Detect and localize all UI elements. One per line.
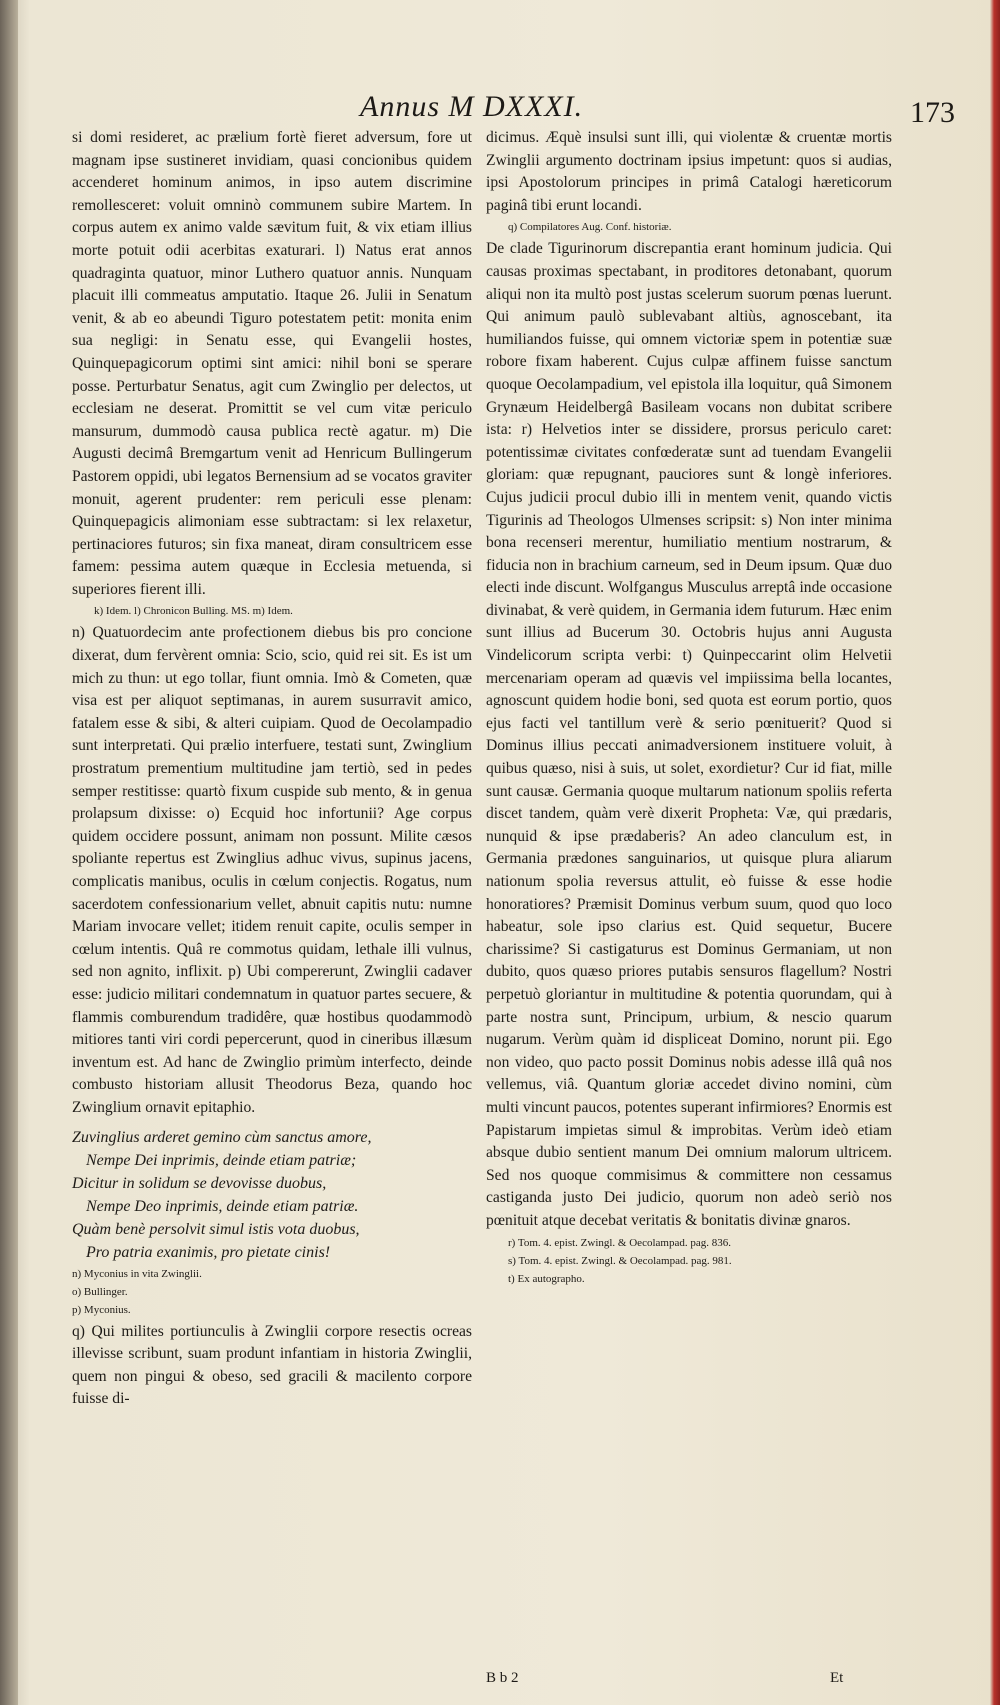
poem-line-4: Nempe Deo inprimis, deinde etiam patriæ. xyxy=(86,1197,359,1215)
left-footnote-p: p) Myconius. xyxy=(72,1303,131,1316)
signature-mark: B b 2 xyxy=(486,1670,519,1686)
left-footnote-o: o) Bullinger. xyxy=(72,1285,128,1298)
right-paragraph-2: De clade Tigurinorum discrepantia erant hominum judicia. Qui causas proximas spectabant, in proditores detonabant, quorum aliqui non ita multò post justas scelerum suorum pœnas luerunt. Qui animum paulò sublevabant altiùs, agnoscebant, ita humiliandos fuisse, qui omnem victoriæ spem in potentiæ suæ robore fixam haberent. Cujus culpæ affinem fuisse sanctum quoque Oecolampadium, vel epistola illa loquitur, quâ Simonem Grynæum Heidelbergâ Basileam vocans non dubitat scribere ista: r) Helvetios inter se dissidere, prorsus periculo caret: potentissimæ civitates confœderatæ sunt ad tuendam Evangelii gloriam: quæ repugnant, pauciores sunt & longè inferiores. Cujus judicii procul dubio illi in mentem venit, quando victis Tigurinis ad Theologos Ulmenses scripsit: s) Non inter minima bona recenseri merentur, humiliatio mentium nostrarum, & fiducia non in brachium carneum, sed in Deum ipsum. Quæ duo electi inde discunt. Wolfgangus Musculus arreptâ inde occasione divinabat, & verè quidem, in Germania idem futurum. Hæc enim sunt illius ad Bucerum 30. Octobris hujus anni Augusta Vindelicorum scripta verbi: t) Quinpeccarint olim Helvetii mercenariam operam ad quævis vel impiissima bella locantes, agnoscunt quidem hodie boni, sed quota est eorum portio, quos ejus facti vel tantillum verè & serio pœnituerit? Quod si Dominus illius peccati animadversionem instituere voluit, à quibus quæso, nisi à suis, ut solet, exordietur? Cur id fiat, mille sunt causæ. Germania quoque multarum nationum spoliis referta discet tandem, quàm verè dixerit Propheta: Væ, qui prædaris, nunquid & ipse prædaberis? An adeo clanculum est, in Germania prædones sanguinarios, ut quisque plura aliarum nationum spolia reversus attulit, eò fuisse & esse hodie honoratiores? Præmisit Dominus verbum suum, quod quo loco habeatur, sole ipso clarius est. Quid sequetur, Bucere charissime? Si castigaturus est Dominus Germaniam, ut non dubito, quos quæso priores putabis sensuros flagellum? Nostri perpetuò gloriantur in multitudine & potentia quorundam, qui à parte nostra sunt, Principum, urbium, & nescio quarum nugarum. Verùm quàm id displiceat Domino, norunt pii. Ego non video, quo pacto possit Dominus nobis adesse illâ quâ nos vellemus, viâ. Quantum gloriæ accedet divino nomini, cùm multi vincunt paucos, potentes superant infirmiores? Enormis est Papistarum impietas simul & improbitas. Verùm ideò etiam absque dubio sentient manum Dei omnium malorum ultricem. Sed nos quoque commisimus & committere non cessamus castiganda justo Dei judicio, quorum non adeò seriò nos pœnituit atque decebat veritatis & bonitatis divinæ gnaros. xyxy=(486,240,892,1229)
left-footnotes-1: k) Idem. l) Chronicon Bulling. MS. m) Idem. xyxy=(94,605,293,618)
right-footnote-s: s) Tom. 4. epist. Zwingl. & Oecolampad. pag. 981. xyxy=(508,1254,732,1267)
left-paragraph-3: q) Qui milites portiunculis à Zwinglii corpore resectis ocreas illevisse scribunt, suam produnt infantiam in historia Zwinglii, quem non pingui & obeso, sed gracili & macilento corpore fuisse di- xyxy=(72,1322,472,1408)
poem-line-5: Quàm benè persolvit simul istis vota duobus, xyxy=(72,1220,360,1238)
right-footnote-r: r) Tom. 4. epist. Zwingl. & Oecolampad. pag. 836. xyxy=(508,1236,731,1249)
right-column xyxy=(486,127,892,1290)
epitaph-poem xyxy=(72,1126,472,1264)
running-head-title: Annus M DXXXI. xyxy=(360,90,584,123)
catchword: Et xyxy=(830,1670,844,1686)
poem-line-6: Pro patria exanimis, pro pietate cinis! xyxy=(86,1243,331,1261)
right-footnote-q: q) Compilatores Aug. Conf. historiæ. xyxy=(508,221,672,234)
left-column xyxy=(72,127,472,1411)
right-paragraph-1: dicimus. Æquè insulsi sunt illi, qui violentæ & cruentæ mortis Zwinglii argumento doctrinam ipsius impetunt: quos si audias, ipsi Apostolorum principes in primâ Catalogi hæreticorum paginâ tibi erunt locandi. xyxy=(486,129,892,214)
poem-line-3: Dicitur in solidum se devovisse duobus, xyxy=(72,1174,327,1192)
page-red-edge xyxy=(990,0,1000,1705)
poem-line-2: Nempe Dei inprimis, deinde etiam patriæ; xyxy=(86,1151,357,1169)
poem-line-1: Zuvinglius arderet gemino cùm sanctus amore, xyxy=(72,1128,372,1146)
left-paragraph-1: si domi resideret, ac prælium fortè fieret adversum, fore ut magnam ipse sustineret invidiam, quasi concionibus quidem accenderet hominum animos, in ipso autem discrimine remollesceret: voluit omninò communem subire Martem. In corpus autem ex animo valde sævitum fuit, & vix etiam illius morte potuit odii acerbitas exaturari. l) Natus erat annos quadraginta quatuor, minor Luthero quatuor annis. Nunquam placuit illi commeatus amputatio. Itaque 26. Julii in Senatum venit, & ab eo abeundi Tiguro potestatem petit: monita enim sua negligi: in Senatu esse, qui Evangelii hostes, Quinquepagicorum optimi sint amici: nihil boni se sperare posse. Perturbatur Senatus, agit cum Zwinglio per delectos, ut ecclesiam ne deserat. Promittit se vel cum vitæ periculo mansurum, dummodò causa publica rectè agatur. m) Die Augusti decimâ Bremgartum venit ad Henricum Bullingerum Pastorem oppidi, ubi legatos Bernensium ad se vocatos graviter monuit, agerent prudenter: rem periculi esse plenam: Quinquepagicis alimoniam esse subtractam: si lex relaxetur, pertinaciores futuros; sin fixa maneat, diram consultricem esse famem: pessima autem quæque in Ecclesia metuenda, si superiores fierent illi. xyxy=(72,129,472,598)
left-footnote-n: n) Myconius in vita Zwinglii. xyxy=(72,1267,202,1280)
right-footnote-t: t) Ex autographo. xyxy=(508,1272,585,1285)
page-number: 173 xyxy=(910,96,955,129)
book-spine-shadow xyxy=(0,0,18,1705)
left-paragraph-2: n) Quatuordecim ante profectionem diebus bis pro concione dixerat, dum fervèrent omnia: Scio, scio, quid rei sit. Es ist um mich zu thun: ut ego tollar, fiunt omnia. Imò & Cometen, quæ visa est per aliquot septimanas, in aurem susurravit amico, fatalem esse & sibi, & alteri cuipiam. Quod de Oecolampadio sunt interpretati. Qui prælio interfuere, testati sunt, Zwinglium prostratum prementium multitudine jam tertiò, sed in pedes semper restitisse: quartò fixum cuspide sub mento, & in genua prolapsum dixisse: o) Ecquid hoc infortunii? Age corpus quidem occidere possunt, animam non possunt. Milite cæsos spoliante repertus est Zwinglius adhuc vivus, supinus jacens, complicatis manibus, oculis in cœlum conjectis. Rogatus, num sacerdotem confessionarium vellet, abnuit capitis nutu: numne Mariam invocare vellet; itidem renuit capite, oculis semper in cœlum intentis. Quâ re commotus quidam, lethale illi vulnus, sed non agnito, inflixit. p) Ubi compererunt, Zwinglii cadaver esse: judicio militari condemnatum in quatuor partes secuere, & flammis comburendum tradidêre, quæ hostibus quodammodò mitiores tanti viri cordi pepercerunt, quod in cineribus illæsum inventum est. Ad hanc de Zwinglio primùm interfecto, deinde combusto historiam allusit Theodorus Beza, quando hoc Zwinglium ornavit epitaphio. xyxy=(72,624,472,1116)
